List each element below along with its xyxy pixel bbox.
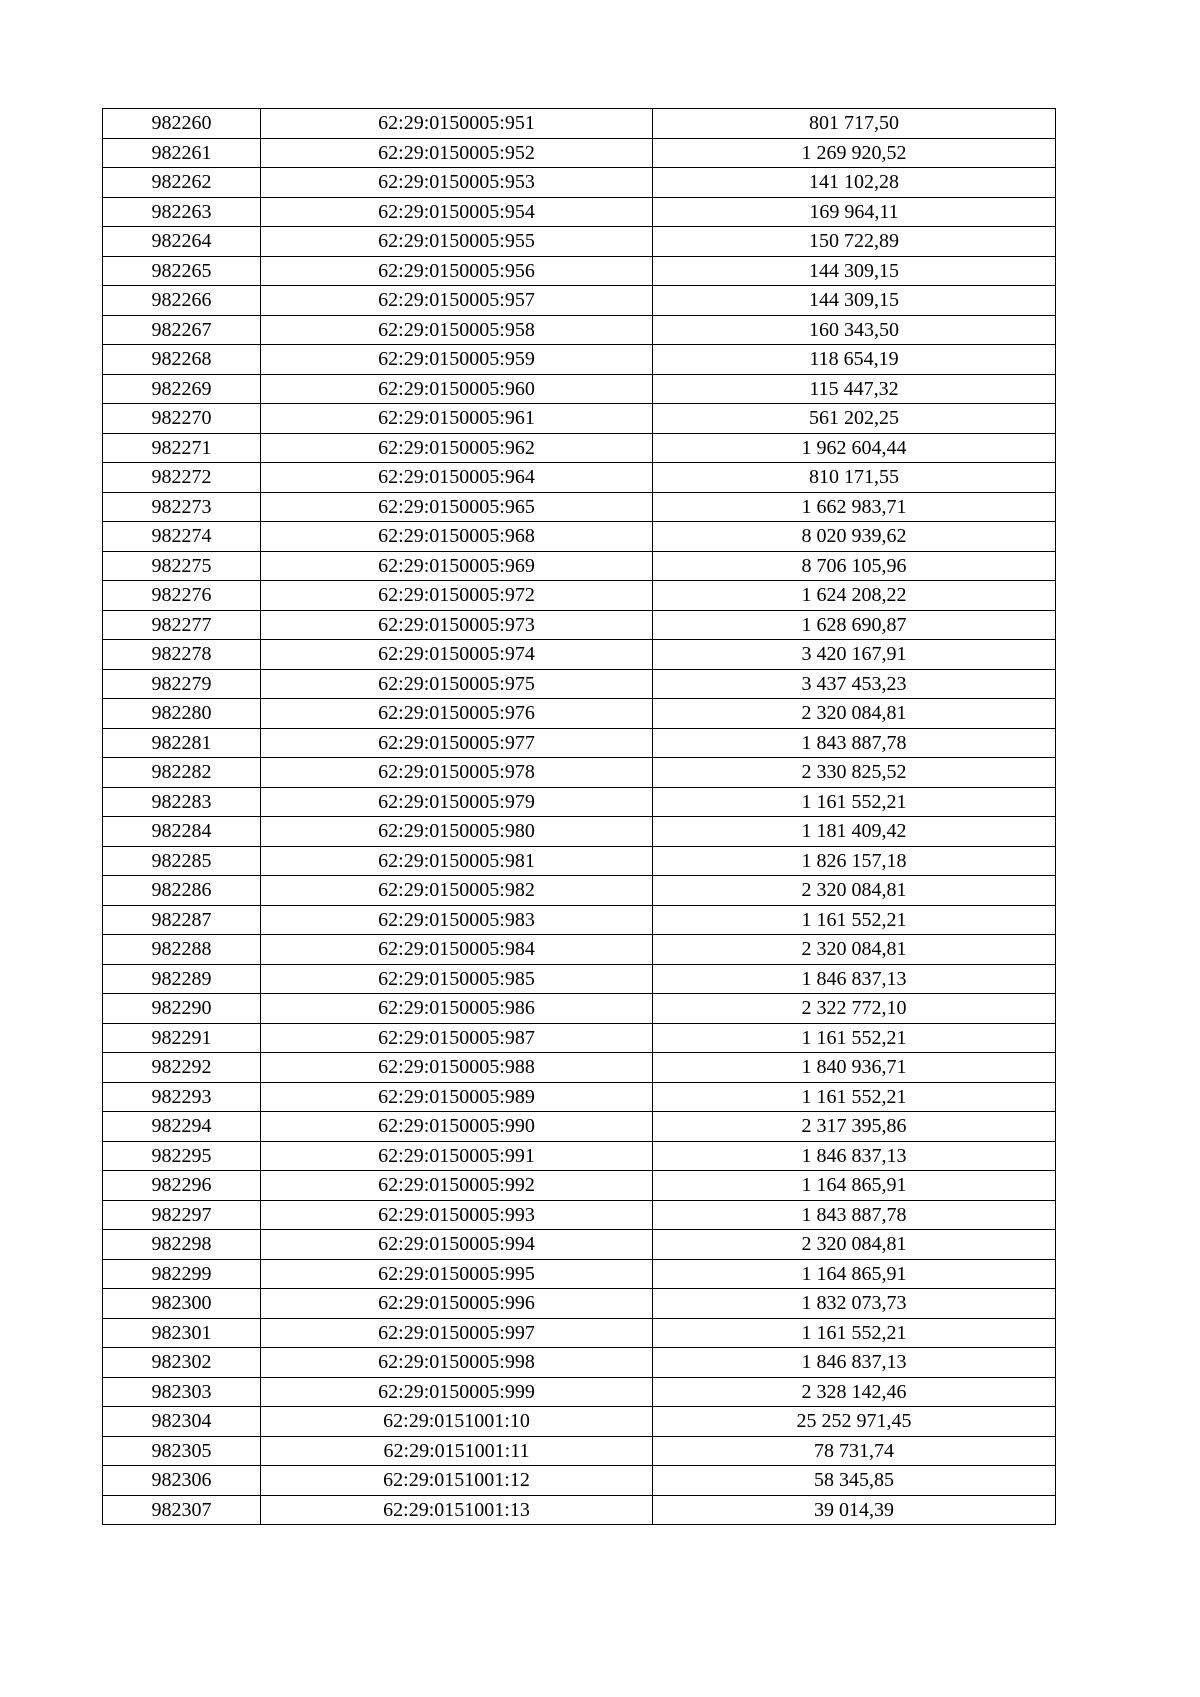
cadastral-number-cell: 62:29:0150005:992	[261, 1171, 653, 1201]
row-number-cell: 982272	[103, 463, 261, 493]
table-row	[103, 876, 1056, 906]
table-row	[103, 935, 1056, 965]
cadastral-number-cell: 62:29:0150005:982	[261, 876, 653, 906]
table-row	[103, 404, 1056, 434]
row-number-cell: 982305	[103, 1436, 261, 1466]
cadastral-value-cell: 169 964,11	[653, 197, 1056, 227]
table-row	[103, 1082, 1056, 1112]
cadastral-value-cell: 1 832 073,73	[653, 1289, 1056, 1319]
row-number-cell: 982297	[103, 1200, 261, 1230]
cadastral-value-cell: 1 164 865,91	[653, 1171, 1056, 1201]
row-number-cell: 982269	[103, 374, 261, 404]
table-row	[103, 492, 1056, 522]
cadastral-value-cell: 8 020 939,62	[653, 522, 1056, 552]
table-row	[103, 1112, 1056, 1142]
cadastral-value-cell: 2 317 395,86	[653, 1112, 1056, 1142]
cadastral-number-cell: 62:29:0150005:959	[261, 345, 653, 375]
row-number-cell: 982302	[103, 1348, 261, 1378]
row-number-cell: 982285	[103, 846, 261, 876]
cadastral-value-cell: 115 447,32	[653, 374, 1056, 404]
table-row	[103, 1377, 1056, 1407]
cadastral-number-cell: 62:29:0150005:995	[261, 1259, 653, 1289]
table-row	[103, 1053, 1056, 1083]
cadastral-value-cell: 1 826 157,18	[653, 846, 1056, 876]
row-number-cell: 982296	[103, 1171, 261, 1201]
table-row	[103, 1200, 1056, 1230]
cadastral-number-cell: 62:29:0150005:962	[261, 433, 653, 463]
cadastral-number-cell: 62:29:0150005:985	[261, 964, 653, 994]
cadastral-value-cell: 144 309,15	[653, 286, 1056, 316]
cadastral-number-cell: 62:29:0150005:976	[261, 699, 653, 729]
cadastral-number-cell: 62:29:0150005:961	[261, 404, 653, 434]
row-number-cell: 982306	[103, 1466, 261, 1496]
cadastral-number-cell: 62:29:0150005:987	[261, 1023, 653, 1053]
table-row	[103, 728, 1056, 758]
table-row	[103, 1495, 1056, 1525]
cadastral-value-cell: 2 322 772,10	[653, 994, 1056, 1024]
table-row	[103, 227, 1056, 257]
cadastral-value-table	[102, 108, 1056, 1525]
cadastral-number-cell: 62:29:0150005:999	[261, 1377, 653, 1407]
cadastral-number-cell: 62:29:0150005:956	[261, 256, 653, 286]
cadastral-number-cell: 62:29:0150005:955	[261, 227, 653, 257]
row-number-cell: 982283	[103, 787, 261, 817]
row-number-cell: 982265	[103, 256, 261, 286]
cadastral-value-cell: 1 269 920,52	[653, 138, 1056, 168]
cadastral-value-cell: 39 014,39	[653, 1495, 1056, 1525]
table-row	[103, 286, 1056, 316]
table-row	[103, 168, 1056, 198]
table-row	[103, 1141, 1056, 1171]
row-number-cell: 982276	[103, 581, 261, 611]
cadastral-number-cell: 62:29:0150005:975	[261, 669, 653, 699]
cadastral-value-cell: 2 320 084,81	[653, 935, 1056, 965]
cadastral-value-cell: 8 706 105,96	[653, 551, 1056, 581]
cadastral-number-cell: 62:29:0151001:11	[261, 1436, 653, 1466]
cadastral-number-cell: 62:29:0150005:994	[261, 1230, 653, 1260]
table-row	[103, 197, 1056, 227]
cadastral-number-cell: 62:29:0150005:960	[261, 374, 653, 404]
table-row	[103, 1466, 1056, 1496]
cadastral-number-cell: 62:29:0150005:978	[261, 758, 653, 788]
row-number-cell: 982287	[103, 905, 261, 935]
row-number-cell: 982291	[103, 1023, 261, 1053]
table-row	[103, 994, 1056, 1024]
cadastral-number-cell: 62:29:0150005:977	[261, 728, 653, 758]
cadastral-value-cell: 1 161 552,21	[653, 1082, 1056, 1112]
row-number-cell: 982284	[103, 817, 261, 847]
row-number-cell: 982303	[103, 1377, 261, 1407]
cadastral-number-cell: 62:29:0150005:953	[261, 168, 653, 198]
cadastral-number-cell: 62:29:0151001:10	[261, 1407, 653, 1437]
cadastral-number-cell: 62:29:0150005:991	[261, 1141, 653, 1171]
cadastral-number-cell: 62:29:0150005:998	[261, 1348, 653, 1378]
cadastral-number-cell: 62:29:0150005:997	[261, 1318, 653, 1348]
table-row	[103, 905, 1056, 935]
cadastral-number-cell: 62:29:0151001:13	[261, 1495, 653, 1525]
cadastral-value-cell: 1 846 837,13	[653, 1348, 1056, 1378]
table-row	[103, 610, 1056, 640]
row-number-cell: 982264	[103, 227, 261, 257]
table-row	[103, 463, 1056, 493]
cadastral-value-cell: 1 840 936,71	[653, 1053, 1056, 1083]
table-row	[103, 109, 1056, 139]
table-row	[103, 1289, 1056, 1319]
row-number-cell: 982289	[103, 964, 261, 994]
cadastral-value-cell: 1 164 865,91	[653, 1259, 1056, 1289]
table-row	[103, 1436, 1056, 1466]
row-number-cell: 982260	[103, 109, 261, 139]
cadastral-value-cell: 1 846 837,13	[653, 964, 1056, 994]
row-number-cell: 982280	[103, 699, 261, 729]
table-row	[103, 1407, 1056, 1437]
table-row	[103, 1023, 1056, 1053]
table-row	[103, 345, 1056, 375]
table-row	[103, 256, 1056, 286]
cadastral-value-cell: 160 343,50	[653, 315, 1056, 345]
cadastral-value-cell: 2 320 084,81	[653, 1230, 1056, 1260]
table-row	[103, 374, 1056, 404]
cadastral-number-cell: 62:29:0150005:979	[261, 787, 653, 817]
table-row	[103, 522, 1056, 552]
table-row	[103, 669, 1056, 699]
cadastral-value-cell: 2 320 084,81	[653, 699, 1056, 729]
cadastral-value-cell: 150 722,89	[653, 227, 1056, 257]
row-number-cell: 982263	[103, 197, 261, 227]
cadastral-value-cell: 1 628 690,87	[653, 610, 1056, 640]
table-body	[103, 109, 1056, 1525]
cadastral-number-cell: 62:29:0150005:957	[261, 286, 653, 316]
row-number-cell: 982282	[103, 758, 261, 788]
cadastral-value-cell: 561 202,25	[653, 404, 1056, 434]
row-number-cell: 982286	[103, 876, 261, 906]
cadastral-number-cell: 62:29:0150005:974	[261, 640, 653, 670]
cadastral-number-cell: 62:29:0150005:983	[261, 905, 653, 935]
cadastral-number-cell: 62:29:0150005:958	[261, 315, 653, 345]
cadastral-number-cell: 62:29:0150005:993	[261, 1200, 653, 1230]
row-number-cell: 982279	[103, 669, 261, 699]
row-number-cell: 982301	[103, 1318, 261, 1348]
cadastral-number-cell: 62:29:0150005:986	[261, 994, 653, 1024]
row-number-cell: 982275	[103, 551, 261, 581]
cadastral-number-cell: 62:29:0151001:12	[261, 1466, 653, 1496]
cadastral-number-cell: 62:29:0150005:990	[261, 1112, 653, 1142]
cadastral-value-cell: 1 161 552,21	[653, 1318, 1056, 1348]
table-row	[103, 817, 1056, 847]
row-number-cell: 982261	[103, 138, 261, 168]
cadastral-number-cell: 62:29:0150005:954	[261, 197, 653, 227]
cadastral-number-cell: 62:29:0150005:964	[261, 463, 653, 493]
table-row	[103, 1348, 1056, 1378]
row-number-cell: 982262	[103, 168, 261, 198]
row-number-cell: 982298	[103, 1230, 261, 1260]
table-row	[103, 315, 1056, 345]
cadastral-value-cell: 2 320 084,81	[653, 876, 1056, 906]
cadastral-value-cell: 1 181 409,42	[653, 817, 1056, 847]
row-number-cell: 982294	[103, 1112, 261, 1142]
row-number-cell: 982273	[103, 492, 261, 522]
row-number-cell: 982267	[103, 315, 261, 345]
row-number-cell: 982270	[103, 404, 261, 434]
row-number-cell: 982299	[103, 1259, 261, 1289]
cadastral-number-cell: 62:29:0150005:951	[261, 109, 653, 139]
cadastral-value-cell: 801 717,50	[653, 109, 1056, 139]
row-number-cell: 982293	[103, 1082, 261, 1112]
row-number-cell: 982290	[103, 994, 261, 1024]
cadastral-value-cell: 1 662 983,71	[653, 492, 1056, 522]
row-number-cell: 982307	[103, 1495, 261, 1525]
cadastral-value-cell: 3 437 453,23	[653, 669, 1056, 699]
cadastral-value-cell: 25 252 971,45	[653, 1407, 1056, 1437]
cadastral-value-cell: 2 328 142,46	[653, 1377, 1056, 1407]
cadastral-value-cell: 118 654,19	[653, 345, 1056, 375]
cadastral-value-cell: 144 309,15	[653, 256, 1056, 286]
table-row	[103, 433, 1056, 463]
table-row	[103, 699, 1056, 729]
cadastral-value-cell: 1 843 887,78	[653, 728, 1056, 758]
row-number-cell: 982268	[103, 345, 261, 375]
cadastral-value-cell: 1 624 208,22	[653, 581, 1056, 611]
table-row	[103, 1171, 1056, 1201]
cadastral-number-cell: 62:29:0150005:984	[261, 935, 653, 965]
table-row	[103, 758, 1056, 788]
row-number-cell: 982266	[103, 286, 261, 316]
table-row	[103, 1230, 1056, 1260]
table-row	[103, 551, 1056, 581]
row-number-cell: 982295	[103, 1141, 261, 1171]
table-row	[103, 640, 1056, 670]
cadastral-number-cell: 62:29:0150005:965	[261, 492, 653, 522]
table-row	[103, 138, 1056, 168]
cadastral-value-cell: 1 843 887,78	[653, 1200, 1056, 1230]
cadastral-value-cell: 3 420 167,91	[653, 640, 1056, 670]
cadastral-number-cell: 62:29:0150005:996	[261, 1289, 653, 1319]
row-number-cell: 982278	[103, 640, 261, 670]
cadastral-value-cell: 2 330 825,52	[653, 758, 1056, 788]
row-number-cell: 982304	[103, 1407, 261, 1437]
cadastral-value-cell: 58 345,85	[653, 1466, 1056, 1496]
cadastral-number-cell: 62:29:0150005:981	[261, 846, 653, 876]
table-row	[103, 787, 1056, 817]
cadastral-number-cell: 62:29:0150005:972	[261, 581, 653, 611]
cadastral-number-cell: 62:29:0150005:969	[261, 551, 653, 581]
table-row	[103, 964, 1056, 994]
cadastral-number-cell: 62:29:0150005:952	[261, 138, 653, 168]
row-number-cell: 982274	[103, 522, 261, 552]
table-row	[103, 1259, 1056, 1289]
cadastral-number-cell: 62:29:0150005:988	[261, 1053, 653, 1083]
cadastral-value-cell: 1 161 552,21	[653, 787, 1056, 817]
table-row	[103, 1318, 1056, 1348]
cadastral-value-cell: 1 962 604,44	[653, 433, 1056, 463]
cadastral-value-cell: 1 161 552,21	[653, 905, 1056, 935]
table-row	[103, 846, 1056, 876]
row-number-cell: 982277	[103, 610, 261, 640]
row-number-cell: 982300	[103, 1289, 261, 1319]
cadastral-value-cell: 1 161 552,21	[653, 1023, 1056, 1053]
cadastral-value-cell: 141 102,28	[653, 168, 1056, 198]
cadastral-number-cell: 62:29:0150005:968	[261, 522, 653, 552]
cadastral-value-cell: 810 171,55	[653, 463, 1056, 493]
row-number-cell: 982288	[103, 935, 261, 965]
row-number-cell: 982281	[103, 728, 261, 758]
table-row	[103, 581, 1056, 611]
row-number-cell: 982271	[103, 433, 261, 463]
cadastral-value-cell: 78 731,74	[653, 1436, 1056, 1466]
cadastral-number-cell: 62:29:0150005:973	[261, 610, 653, 640]
cadastral-number-cell: 62:29:0150005:980	[261, 817, 653, 847]
cadastral-number-cell: 62:29:0150005:989	[261, 1082, 653, 1112]
row-number-cell: 982292	[103, 1053, 261, 1083]
cadastral-value-cell: 1 846 837,13	[653, 1141, 1056, 1171]
